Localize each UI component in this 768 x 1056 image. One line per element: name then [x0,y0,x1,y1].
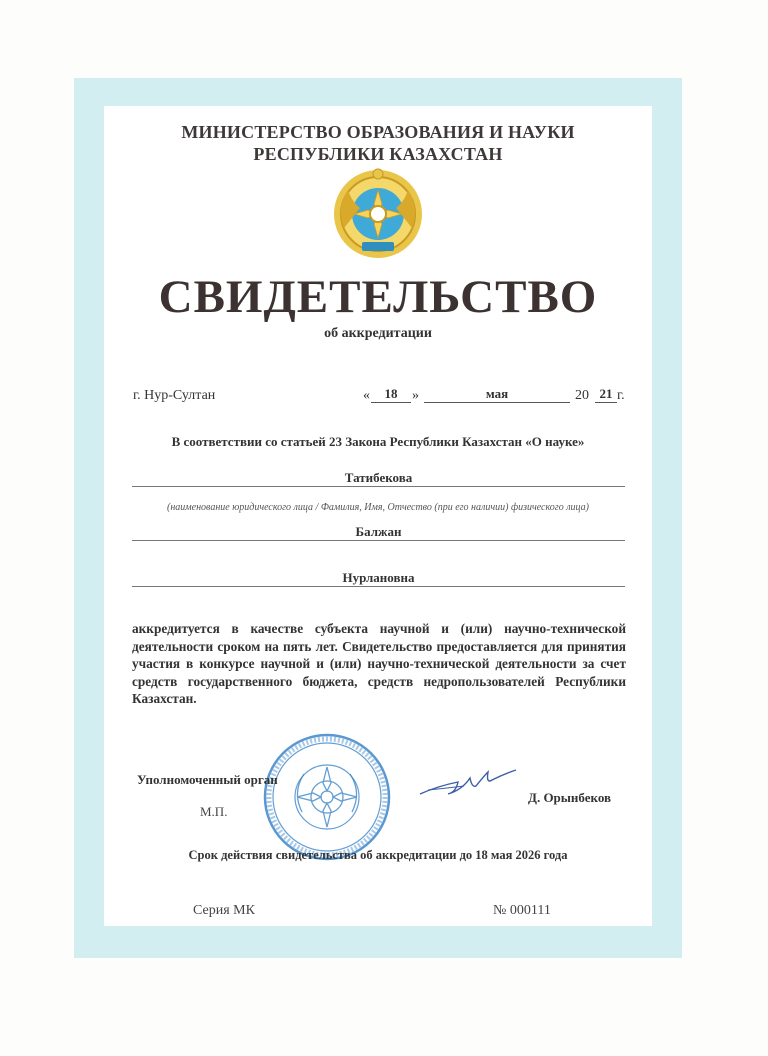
issue-city: г. Нур-Султан [133,388,216,403]
issue-day: 18 [371,386,411,403]
issue-year-prefix: 20 [575,388,589,403]
date-quote-open: « [363,388,370,403]
name-hint: (наименование юридического лица / Фамилия, Имя, Отчество (при его наличии) физического лица) [166,502,590,513]
document-title: СВИДЕТЕЛЬСТВО [158,271,598,323]
certificate-series: Серия МК [193,903,255,918]
official-stamp-icon [262,732,392,862]
kazakhstan-emblem-icon [332,168,424,260]
date-quote-close: » [412,388,419,403]
accreditation-text: аккредитуется в качестве субъекта научной и (или) научно-технической деятельности сроком на пять лет. Свидетельство предоставляется для принятия участия в конкурсе научной и (или) научно-технической деятельности за счет средств государственного бюджета, средств недропользователей Республики Казахстан. [132,621,626,706]
ministry-line-2: РЕСПУБЛИКИ КАЗАХСТАН [253,144,503,164]
signer-name: Д. Орынбеков [528,790,612,805]
handwritten-signature [418,764,518,800]
ministry-line-1: МИНИСТЕРСТВО ОБРАЗОВАНИЯ И НАУКИ [181,122,575,142]
stamp-place-label: М.П. [200,804,228,819]
issue-year-suffix: 21 [595,386,617,403]
validity-note: Срок действия свидетельства об аккредитации до 18 мая 2026 года [188,848,568,862]
law-reference: В соответствии со статьей 23 Закона Республики Казахстан «О науке» [171,434,585,449]
document-subtitle: об аккредитации [324,326,432,341]
issue-year-unit: г. [617,388,625,403]
ministry-header [104,121,652,165]
issue-month: мая [424,386,570,403]
surname-line: Татибекова [132,470,625,487]
certificate-number: № 000111 [493,903,551,918]
patronymic-line: Нурлановна [132,570,625,587]
first-name-line: Балжан [132,524,625,541]
authority-label: Уполномоченный орган [137,772,278,787]
